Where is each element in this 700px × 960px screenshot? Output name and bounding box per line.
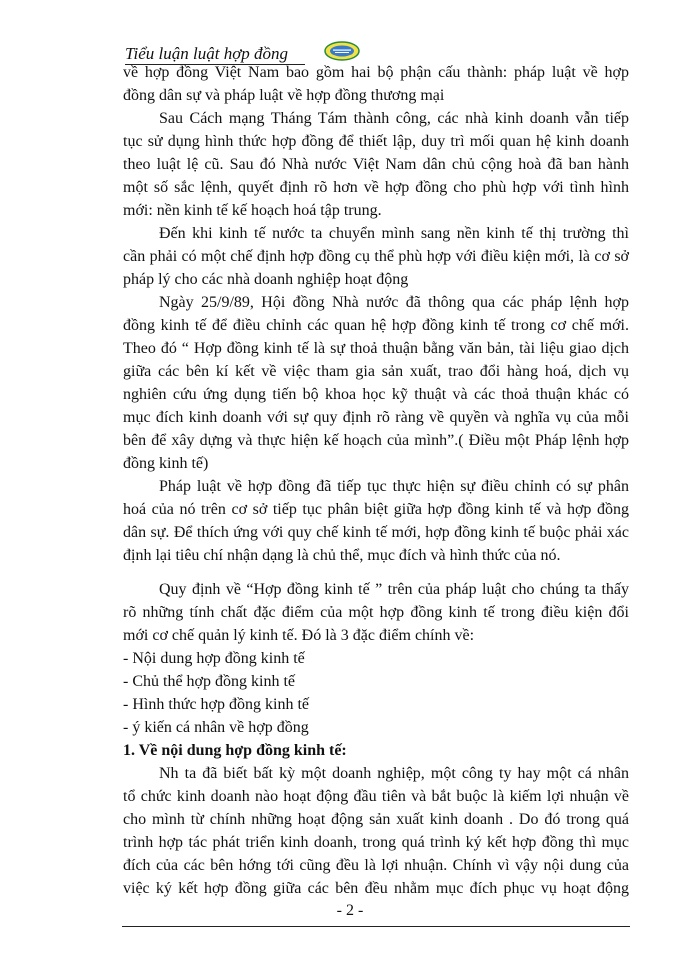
text-line: mục đích kinh doanh với sự quy định rõ ràng về quyền và nghĩa vụ của mỗi: [123, 409, 629, 426]
text-line: rõ những tính chất đặc điểm của một hợp đồng kinh tế trong điều kiện đổi: [123, 604, 629, 621]
text-line: tổ chức kinh doanh nào hoạt động đầu tiên và bắt buộc là kiếm lợi nhuận về: [123, 788, 629, 805]
text-line: pháp lý cho các nhà doanh nghiệp hoạt động: [123, 271, 409, 288]
text-line: dân sự. Để thích ứng với quy chế kinh tế mới, hợp đồng kinh tế buộc phải xác: [123, 524, 629, 541]
text-line: đồng kinh tế): [123, 455, 209, 472]
footer-divider: [122, 926, 630, 927]
text-line: Nh ta đã biết bất kỳ một doanh nghiệp, một công ty hay một cá nhân: [159, 765, 629, 782]
text-line: cho mình từ chính những hoạt động sản xuất kinh doanh . Do đó trong quá: [123, 811, 629, 828]
text-line: bên để xây dựng và thực hiện kế hoạch của mình”.( Điều một Pháp lệnh hợp: [123, 432, 629, 449]
running-header: [125, 44, 305, 65]
text-line: về hợp đồng Việt Nam bao gồm hai bộ phận cấu thành: pháp luật về hợp: [123, 64, 629, 81]
text-line: trình hợp tác phát triển kinh doanh, trong quá trình ký kết hợp đồng thì mục: [123, 834, 629, 851]
text-line: giữa các bên kí kết về việc tham gia sản xuất, trao đổi hàng hoá, dịch vụ: [123, 363, 629, 380]
text-line: việc ký kết hợp đồng giữa các bên đều nhằm mục đích phục vụ hoạt động: [123, 880, 629, 897]
text-line: đồng dân sự và pháp luật về hợp đồng thương mại: [123, 87, 445, 104]
logo-icon: [324, 41, 360, 61]
text-line: Đến khi kinh tế nước ta chuyển mình sang nền kinh tế thị trường thì: [159, 225, 629, 242]
text-line: mới cơ chế quản lý kinh tế. Đó là 3 đặc điểm chính về:: [123, 627, 475, 644]
text-line: Pháp luật về hợp đồng đã tiếp tục thực hiện sự điều chỉnh có sự phân: [159, 478, 629, 495]
text-line: nghiên cứu ứng dụng tiến bộ khoa học kỹ thuật và các thoả thuận khác có: [123, 386, 629, 403]
text-line: mới: nền kinh tế kế hoạch hoá tập trung.: [123, 202, 382, 219]
text-line: Theo đó “ Hợp đồng kinh tế là sự thoả thuận bằng văn bản, tài liệu giao dịch: [123, 340, 629, 357]
text-line: một số sắc lệnh, quyết định rõ hơn về hợp đồng cho phù hợp với tình hình: [123, 179, 629, 196]
list-item: - Nội dung hợp đồng kinh tế: [123, 650, 305, 667]
list-item: - Hình thức hợp đồng kinh tế: [123, 696, 309, 713]
text-line: theo luật lệ cũ. Sau đó Nhà nước Việt Nam dân chủ cộng hoà đã ban hành: [123, 156, 629, 173]
text-line: định lại tiêu chí nhận dạng là chủ thể, mục đích và hình thức của nó.: [123, 547, 561, 564]
header-title: Tiểu luận luật hợp đồng: [125, 44, 289, 63]
text-line: Sau Cách mạng Tháng Tám thành công, các nhà kinh doanh vẫn tiếp: [159, 110, 629, 127]
text-line: cần phải có một chế định hợp đồng cụ thể phù hợp với điều kiện mới, là cơ sở: [123, 248, 629, 265]
text-line: đích của các bên hớng tới cũng đều là lợi nhuận. Chính vì vậy nội dung của: [123, 857, 629, 874]
section-heading: 1. Về nội dung hợp đồng kinh tế:: [123, 742, 347, 759]
text-line: đồng kinh tế để điều chỉnh các quan hệ hợp đồng kinh tế trong cơ chế mới.: [123, 317, 629, 334]
text-line: Ngày 25/9/89, Hội đồng Nhà nước đã thông qua các pháp lệnh hợp: [159, 294, 629, 311]
text-line: Quy định về “Hợp đồng kinh tế ” trên của pháp luật cho chúng ta thấy: [159, 581, 629, 598]
list-item: - Chủ thể hợp đồng kinh tế: [123, 673, 295, 690]
list-item: - ý kiến cá nhân về hợp đồng: [123, 719, 309, 736]
text-line: tục sử dụng hình thức hợp đồng để thiết lập, duy trì mối quan hệ kinh doanh: [123, 133, 629, 150]
page-number: - 2 -: [336, 902, 364, 919]
text-line: hoá của nó trên cơ sở tiếp tục phân biệt giữa hợp đồng kinh tế và hợp đồng: [123, 501, 629, 518]
